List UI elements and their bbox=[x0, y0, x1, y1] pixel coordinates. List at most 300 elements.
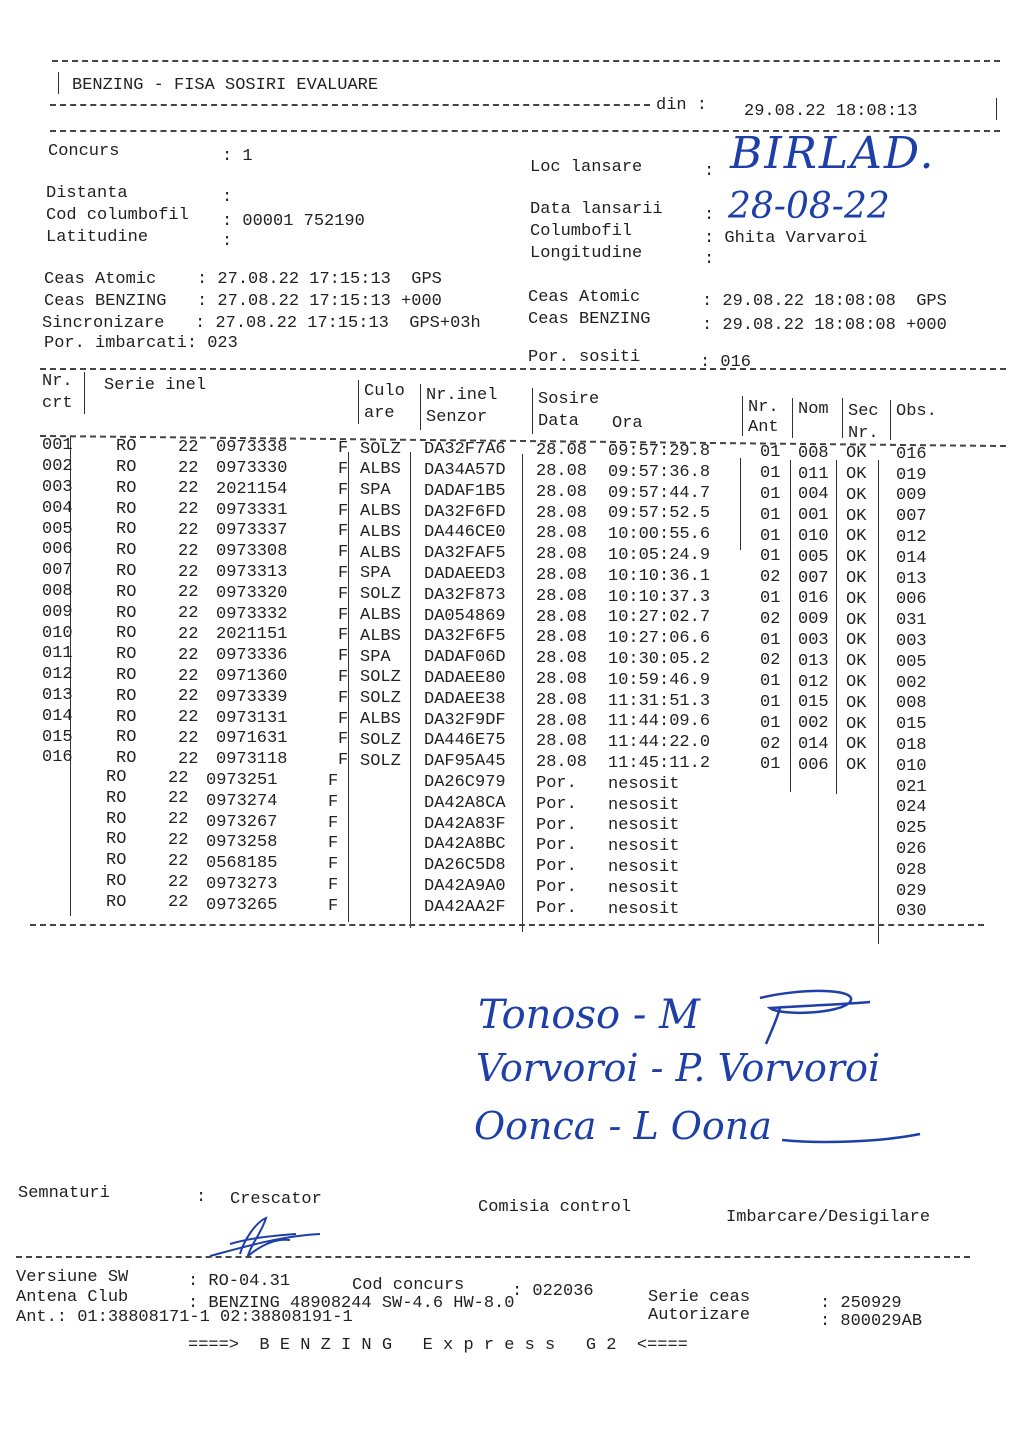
row-time: nesosit bbox=[608, 816, 680, 836]
row-obs: 003 bbox=[896, 631, 927, 651]
row-date: 28.08 bbox=[536, 670, 588, 690]
row-nom: 006 bbox=[798, 755, 829, 775]
row-sex: F bbox=[338, 668, 349, 688]
row-sec: OK bbox=[846, 444, 867, 464]
latitudine-label: Latitudine bbox=[46, 228, 149, 247]
row-obs: 015 bbox=[896, 715, 927, 735]
row-time: nesosit bbox=[608, 774, 680, 794]
row-year: 22 bbox=[178, 604, 199, 624]
row-color: ALBS bbox=[360, 543, 401, 563]
row-ring: 0973337 bbox=[216, 521, 288, 541]
row-sex: F bbox=[338, 439, 349, 459]
row-sensor: DA42AA2F bbox=[424, 897, 506, 917]
row-date: 28.08 bbox=[536, 690, 588, 710]
row-sec: OK bbox=[846, 652, 867, 672]
table-row bbox=[0, 851, 1024, 880]
concurs-label: Concurs bbox=[48, 142, 120, 161]
row-sensor: DA42A8BC bbox=[424, 835, 506, 855]
serie-ceas-label: Serie ceas bbox=[648, 1288, 751, 1307]
row-obs: 005 bbox=[896, 652, 927, 672]
row-time: 10:05:24.9 bbox=[608, 545, 711, 565]
row-time: nesosit bbox=[608, 878, 680, 898]
table-row bbox=[0, 602, 1024, 631]
vline-obs bbox=[890, 400, 891, 440]
row-obs: 025 bbox=[896, 819, 927, 839]
row-ring: 0973330 bbox=[216, 458, 288, 478]
row-sec: OK bbox=[846, 589, 867, 609]
row-year: 22 bbox=[178, 479, 199, 499]
row-ring: 0568185 bbox=[206, 854, 278, 874]
row-ring: 0973313 bbox=[216, 562, 288, 582]
table-row bbox=[0, 644, 1024, 672]
col-culoare-2: are bbox=[364, 404, 395, 423]
row-color: ALBS bbox=[360, 709, 401, 729]
vline-ant bbox=[742, 396, 743, 436]
row-ring: 0973339 bbox=[216, 687, 288, 707]
row-sensor: DAF95A45 bbox=[424, 752, 506, 772]
row-date: Por. bbox=[536, 836, 577, 856]
row-sensor: DA446E75 bbox=[424, 731, 506, 751]
col-culoare-1: Culo bbox=[364, 382, 405, 401]
row-ant: 01 bbox=[760, 630, 781, 650]
data-lansarii-colon: : bbox=[704, 206, 715, 225]
row-nom: 001 bbox=[798, 506, 829, 526]
row-sensor: DA42A8CA bbox=[424, 793, 506, 813]
row-country: RO bbox=[116, 749, 137, 769]
row-ant: 01 bbox=[760, 485, 781, 505]
row-date: 28.08 bbox=[536, 441, 588, 461]
row-nr: 010 bbox=[42, 623, 73, 643]
row-obs: 014 bbox=[896, 548, 927, 568]
columbofil-value: : Ghita Varvaroi bbox=[704, 229, 868, 248]
header-left-bar bbox=[58, 72, 59, 94]
row-sensor: DA26C979 bbox=[424, 772, 506, 792]
row-country: RO bbox=[116, 603, 137, 623]
autorizare-value: : 800029AB bbox=[820, 1312, 923, 1331]
vline-sec bbox=[842, 398, 843, 438]
table-row bbox=[0, 686, 1024, 714]
row-year: 22 bbox=[178, 458, 199, 478]
row-nom: 004 bbox=[798, 485, 829, 505]
row-sex: F bbox=[338, 626, 349, 646]
row-ring: 0973118 bbox=[216, 750, 288, 770]
row-sensor: DA446CE0 bbox=[424, 523, 506, 543]
header-right-bar bbox=[996, 98, 997, 120]
distanta-value: : bbox=[222, 188, 233, 207]
row-sex: F bbox=[338, 543, 349, 563]
row-color: SOLZ bbox=[360, 585, 401, 605]
header-dash-line bbox=[50, 104, 650, 106]
table-row bbox=[0, 809, 1024, 839]
row-time: 11:44:22.0 bbox=[608, 733, 711, 753]
row-sex: F bbox=[338, 501, 349, 521]
row-ant: 01 bbox=[760, 589, 781, 609]
row-sensor: DADAF1B5 bbox=[424, 481, 506, 501]
row-nom: 011 bbox=[798, 464, 829, 484]
row-nom: 016 bbox=[798, 589, 829, 609]
row-country: RO bbox=[116, 728, 137, 748]
row-nr: 002 bbox=[42, 457, 73, 477]
row-country: RO bbox=[106, 830, 127, 850]
row-sex: F bbox=[328, 792, 339, 812]
row-sex: F bbox=[338, 605, 349, 625]
table-row bbox=[0, 665, 1024, 693]
row-sensor: DA34A57D bbox=[424, 460, 506, 480]
col-nr-ant-2: Ant bbox=[748, 418, 779, 437]
row-color: SOLZ bbox=[360, 668, 401, 688]
table-row bbox=[0, 498, 1024, 527]
row-year: 22 bbox=[178, 666, 199, 686]
row-nr: 001 bbox=[42, 436, 73, 456]
row-ring: 0973251 bbox=[206, 770, 278, 790]
col-nr-ant-1: Nr. bbox=[748, 398, 779, 417]
row-date: Por. bbox=[536, 774, 577, 794]
data-lansarii-label: Data lansarii bbox=[530, 200, 663, 219]
signature-mark-1 bbox=[740, 988, 880, 1048]
row-ring: 0973308 bbox=[216, 542, 288, 562]
row-country: RO bbox=[106, 892, 127, 912]
row-date: 28.08 bbox=[536, 732, 588, 752]
row-sensor: DA32F873 bbox=[424, 585, 506, 605]
col-crt: crt bbox=[42, 394, 73, 413]
row-color: ALBS bbox=[360, 605, 401, 625]
table-row bbox=[0, 519, 1024, 547]
table-row bbox=[0, 788, 1024, 818]
row-sensor: DA054869 bbox=[424, 606, 506, 626]
row-nom: 010 bbox=[798, 526, 829, 546]
row-date: Por. bbox=[536, 815, 577, 835]
versiune-value: : RO-04.31 bbox=[188, 1272, 291, 1291]
row-date: 28.08 bbox=[536, 503, 588, 523]
row-time: 10:59:46.9 bbox=[608, 670, 711, 690]
row-nr: 011 bbox=[42, 644, 73, 664]
row-year: 22 bbox=[178, 437, 199, 457]
row-country: RO bbox=[106, 788, 127, 808]
table-row bbox=[0, 830, 1024, 859]
row-year: 22 bbox=[178, 728, 199, 748]
row-date: 28.08 bbox=[536, 753, 588, 773]
crescator-label: Crescator bbox=[230, 1190, 322, 1209]
row-color: SPA bbox=[360, 481, 391, 501]
row-year: 22 bbox=[178, 541, 199, 561]
row-country: RO bbox=[116, 499, 137, 519]
row-date: Por. bbox=[536, 878, 577, 898]
row-obs: 016 bbox=[896, 444, 927, 464]
row-time: 10:10:37.3 bbox=[608, 587, 711, 607]
row-time: 09:57:52.5 bbox=[608, 504, 711, 524]
row-nom: 014 bbox=[798, 734, 829, 754]
row-nr: 005 bbox=[42, 519, 73, 539]
row-year: 22 bbox=[178, 749, 199, 769]
table-row bbox=[0, 892, 1024, 922]
table-row bbox=[0, 727, 1024, 755]
data-lansarii-handwritten: 28-08-22 bbox=[728, 186, 890, 227]
comisia-label: Comisia control bbox=[478, 1198, 632, 1217]
row-date: Por. bbox=[536, 857, 577, 877]
row-time: 09:57:29.8 bbox=[608, 441, 711, 461]
row-nom: 008 bbox=[798, 443, 829, 463]
row-sensor: DADAF06D bbox=[424, 648, 506, 668]
table-row bbox=[0, 767, 1024, 797]
vline-nr bbox=[84, 372, 85, 414]
row-sensor: DA32FAF5 bbox=[424, 544, 506, 564]
por-sositi-label: Por. sositi bbox=[528, 348, 641, 367]
row-sensor: DA32F9DF bbox=[424, 710, 506, 730]
row-ring: 0973331 bbox=[216, 500, 288, 520]
row-nom: 003 bbox=[798, 630, 829, 650]
col-nr: Nr. bbox=[42, 372, 73, 391]
table-top-dash bbox=[40, 368, 1006, 370]
ceas-benzing-start: Ceas BENZING : 27.08.22 17:15:13 +000 bbox=[44, 292, 442, 311]
row-ant: 01 bbox=[760, 526, 781, 546]
row-country: RO bbox=[116, 561, 137, 581]
ceas-atomic-start: Ceas Atomic : 27.08.22 17:15:13 GPS bbox=[44, 270, 442, 289]
vline-nrinel bbox=[420, 384, 421, 430]
row-nr: 007 bbox=[42, 561, 73, 581]
longitudine-value: : bbox=[704, 250, 715, 269]
row-nr: 009 bbox=[42, 602, 73, 622]
row-ant: 01 bbox=[760, 464, 781, 484]
row-obs: 006 bbox=[896, 590, 927, 610]
vline-culo bbox=[358, 380, 359, 424]
col-sosire: Sosire bbox=[538, 390, 600, 409]
row-year: 22 bbox=[178, 562, 199, 582]
row-date: 28.08 bbox=[536, 462, 588, 482]
row-color: SPA bbox=[360, 647, 391, 667]
antena-value: : BENZING 48908244 SW-4.6 HW-8.0 bbox=[188, 1294, 515, 1313]
row-ant: 02 bbox=[760, 734, 781, 754]
row-country: RO bbox=[116, 624, 137, 644]
row-ant: 01 bbox=[760, 672, 781, 692]
row-time: 09:57:36.8 bbox=[608, 462, 711, 482]
col-sec-2: Nr. bbox=[848, 424, 879, 443]
row-sec: OK bbox=[846, 673, 867, 693]
por-sositi-value: : 016 bbox=[700, 353, 752, 372]
imbarcare-label: Imbarcare/Desigilare bbox=[726, 1208, 931, 1227]
row-sensor: DA32F6F5 bbox=[424, 627, 506, 647]
row-country: RO bbox=[116, 707, 137, 727]
loc-lansare-label: Loc lansare bbox=[530, 158, 643, 177]
row-time: nesosit bbox=[608, 837, 680, 857]
row-sec: OK bbox=[846, 506, 867, 526]
handwritten-line-1: Tonoso - M bbox=[478, 992, 701, 1038]
row-color: ALBS bbox=[360, 501, 401, 521]
row-sensor: DADAEE38 bbox=[424, 689, 506, 709]
row-sec: OK bbox=[846, 569, 867, 589]
row-sex: F bbox=[338, 480, 349, 500]
row-ant: 01 bbox=[760, 693, 781, 713]
row-year: 22 bbox=[178, 687, 199, 707]
row-nom: 005 bbox=[798, 547, 829, 567]
row-sex: F bbox=[328, 813, 339, 833]
crescator-signature bbox=[200, 1210, 330, 1262]
row-sex: F bbox=[338, 564, 349, 584]
sincronizare: Sincronizare : 27.08.22 17:15:13 GPS+03h bbox=[42, 314, 481, 333]
page-title: BENZING - FISA SOSIRI EVALUARE bbox=[72, 76, 379, 95]
row-country: RO bbox=[116, 582, 137, 602]
columbofil-label: Columbofil bbox=[530, 222, 633, 241]
brand-line: ====> B E N Z I N G E x p r e s s G 2 <==== bbox=[188, 1336, 688, 1355]
row-nr: 013 bbox=[42, 686, 73, 705]
row-time: 10:10:36.1 bbox=[608, 566, 711, 586]
cod-label: Cod columbofil bbox=[46, 206, 189, 225]
row-nom: 007 bbox=[798, 568, 829, 588]
row-obs: 002 bbox=[896, 673, 927, 693]
row-nom: 015 bbox=[798, 693, 829, 713]
ceas-atomic-end-value: : 29.08.22 18:08:08 GPS bbox=[702, 292, 947, 311]
row-ant: 01 bbox=[760, 505, 781, 525]
row-sensor: DA32F6FD bbox=[424, 502, 506, 522]
row-country: RO bbox=[116, 457, 137, 477]
autorizare-label: Autorizare bbox=[648, 1306, 751, 1325]
row-sec: OK bbox=[846, 527, 867, 547]
row-color: SOLZ bbox=[360, 689, 401, 709]
row-nom: 009 bbox=[798, 610, 829, 630]
row-obs: 024 bbox=[896, 798, 927, 818]
table-row bbox=[0, 623, 1024, 651]
row-country: RO bbox=[106, 851, 127, 871]
row-time: nesosit bbox=[608, 857, 680, 877]
versiune-label: Versiune SW bbox=[16, 1268, 129, 1287]
footer-dash bbox=[16, 1256, 970, 1258]
row-country: RO bbox=[116, 645, 137, 665]
row-ring: 0973338 bbox=[216, 438, 288, 458]
row-year: 22 bbox=[168, 872, 189, 892]
row-date: 28.08 bbox=[536, 482, 588, 502]
row-year: 22 bbox=[178, 583, 199, 603]
row-time: 11:45:11.2 bbox=[608, 753, 711, 773]
row-obs: 019 bbox=[896, 465, 927, 485]
row-sec: OK bbox=[846, 610, 867, 630]
handwritten-line-2: Vorvoroi - P. Vorvoroi bbox=[476, 1046, 881, 1090]
row-obs: 030 bbox=[896, 902, 927, 922]
col-ora: Ora bbox=[612, 414, 643, 433]
row-ring: 0971360 bbox=[216, 666, 288, 686]
row-ring: 0973274 bbox=[206, 791, 278, 811]
row-sensor: DADAEED3 bbox=[424, 564, 506, 584]
row-obs: 013 bbox=[896, 569, 927, 589]
row-time: 10:27:06.6 bbox=[608, 629, 711, 649]
table-row bbox=[0, 478, 1024, 506]
row-obs: 009 bbox=[896, 486, 927, 506]
row-nr: 003 bbox=[42, 478, 73, 497]
row-sex: F bbox=[328, 772, 339, 792]
row-sex: F bbox=[338, 709, 349, 729]
row-year: 22 bbox=[168, 893, 189, 913]
row-obs: 028 bbox=[896, 860, 927, 880]
por-imbarcati: Por. imbarcati: 023 bbox=[44, 334, 238, 353]
table-row bbox=[0, 871, 1024, 901]
row-year: 22 bbox=[178, 500, 199, 520]
row-sex: F bbox=[328, 855, 339, 875]
table-row bbox=[0, 561, 1024, 589]
serie-ceas-value: : 250929 bbox=[820, 1294, 902, 1313]
row-ring: 0973332 bbox=[216, 604, 288, 624]
row-year: 22 bbox=[178, 520, 199, 540]
row-ant: 01 bbox=[760, 713, 781, 733]
signature-tail-3 bbox=[780, 1124, 930, 1154]
table-row bbox=[0, 706, 1024, 735]
row-color: SOLZ bbox=[360, 751, 401, 771]
row-ant: 02 bbox=[760, 568, 781, 588]
row-ring: 0973273 bbox=[206, 874, 278, 894]
row-color: ALBS bbox=[360, 626, 401, 646]
row-sex: F bbox=[328, 876, 339, 896]
row-ant: 01 bbox=[760, 755, 781, 775]
row-year: 22 bbox=[168, 851, 189, 871]
concurs-value: : 1 bbox=[222, 147, 253, 166]
antenna-ids: Ant.: 01:38808171-1 02:38808191-1 bbox=[16, 1308, 353, 1327]
row-nr: 008 bbox=[42, 582, 73, 601]
row-nr: 004 bbox=[42, 498, 73, 518]
cod-concurs-label: Cod concurs bbox=[352, 1276, 465, 1295]
row-ant: 02 bbox=[760, 609, 781, 629]
antena-label: Antena Club bbox=[16, 1288, 129, 1307]
vline-nom bbox=[792, 398, 793, 438]
row-time: 10:00:55.6 bbox=[608, 525, 711, 545]
row-sex: F bbox=[328, 896, 339, 916]
row-ant: 01 bbox=[760, 547, 781, 567]
top-dash-line bbox=[52, 60, 1000, 62]
semnaturi-label: Semnaturi bbox=[18, 1184, 110, 1203]
row-country: RO bbox=[106, 767, 127, 787]
row-color: SOLZ bbox=[360, 730, 401, 750]
row-nr: 006 bbox=[42, 540, 73, 560]
row-year: 22 bbox=[168, 830, 189, 850]
row-date: 28.08 bbox=[536, 649, 588, 669]
row-country: RO bbox=[116, 478, 137, 498]
row-sex: F bbox=[338, 522, 349, 542]
row-year: 22 bbox=[178, 708, 199, 728]
col-obs: Obs. bbox=[896, 402, 937, 421]
row-time: 10:30:05.2 bbox=[608, 649, 711, 669]
row-sensor: DA32F7A6 bbox=[424, 440, 506, 460]
row-sensor: DADAEE80 bbox=[424, 668, 506, 688]
row-color: ALBS bbox=[360, 522, 401, 542]
row-sex: F bbox=[338, 584, 349, 604]
row-time: 11:31:51.3 bbox=[608, 691, 711, 711]
row-sex: F bbox=[338, 647, 349, 667]
semnaturi-colon: : bbox=[196, 1188, 207, 1207]
row-color: ALBS bbox=[360, 460, 401, 480]
row-country: RO bbox=[106, 871, 127, 891]
row-obs: 008 bbox=[896, 694, 927, 714]
row-obs: 029 bbox=[896, 881, 927, 901]
row-sex: F bbox=[338, 730, 349, 750]
col-serie-inel: Serie inel bbox=[104, 376, 207, 395]
loc-lansare-colon: : bbox=[704, 162, 715, 181]
col-sec-1: Sec bbox=[848, 402, 879, 421]
row-time: 10:27:02.7 bbox=[608, 608, 711, 628]
col-nr-inel: Nr.inel bbox=[426, 386, 498, 405]
row-date: 28.08 bbox=[536, 711, 588, 731]
row-sec: OK bbox=[846, 735, 867, 755]
row-ring: 0973265 bbox=[206, 895, 278, 915]
row-color: SOLZ bbox=[360, 439, 401, 459]
row-country: RO bbox=[116, 520, 137, 540]
row-ring: 0973320 bbox=[216, 583, 288, 603]
row-country: RO bbox=[116, 437, 137, 457]
row-nr: 012 bbox=[42, 665, 73, 685]
row-time: 09:57:44.7 bbox=[608, 483, 711, 503]
row-sex: F bbox=[338, 751, 349, 771]
row-date: 28.08 bbox=[536, 524, 588, 544]
row-nom: 012 bbox=[798, 672, 829, 692]
row-sec: OK bbox=[846, 631, 867, 651]
longitudine-label: Longitudine bbox=[530, 244, 643, 263]
row-ant: 01 bbox=[760, 443, 781, 463]
row-obs: 018 bbox=[896, 735, 927, 755]
